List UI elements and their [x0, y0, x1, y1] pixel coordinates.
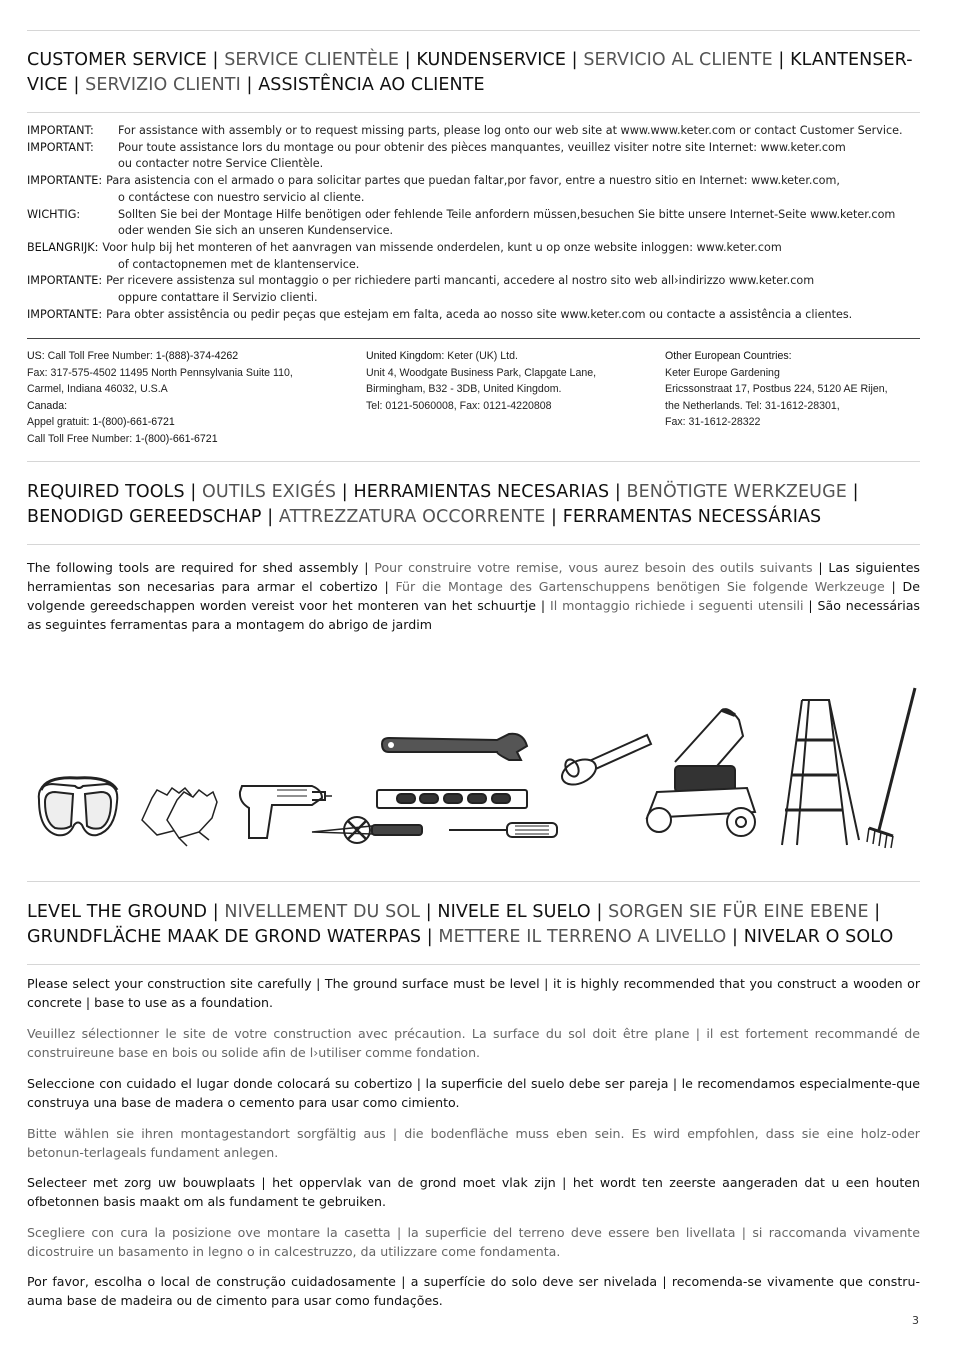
heading-segment: |	[868, 902, 881, 922]
intro-segment: |	[358, 560, 375, 575]
required-tools-heading	[27, 480, 920, 530]
heading-segment: |	[206, 50, 225, 70]
intro-segment: São necessárias as seguintes ferramentas para a montagem do abrigo de jardim	[27, 598, 920, 632]
required-tools-intro	[27, 558, 920, 634]
heading-segment: |	[726, 927, 744, 947]
divider	[27, 544, 920, 545]
heading-segment: KLANTENSER-VICE	[27, 50, 913, 95]
notice-label: WICHTIG:	[27, 207, 81, 221]
intro-segment: Il montaggio richiede i seguenti utensili	[550, 598, 804, 613]
heading-segment: METTERE IL TERRENO A LIVELLO	[438, 927, 727, 947]
heading-segment: |	[772, 50, 791, 70]
top-divider	[27, 30, 920, 31]
notice-text: Para obter assistência ou pedir peças que estejam em falta, aceda ao nosso site www.keter.com ou contacte a assistência a clientes.	[106, 307, 853, 321]
heading-segment: |	[420, 902, 438, 922]
intro-segment: De volgende gereedschappen worden vereist voor het monteren van het schuurtje	[27, 579, 920, 613]
heading-segment: |	[184, 482, 203, 502]
heading-segment: KUNDENSERVICE	[416, 50, 566, 70]
heading-segment: SERVICE CLIENTÈLE	[224, 50, 400, 70]
heading-segment: NIVELAR O SOLO	[743, 927, 894, 947]
notice-row	[27, 173, 920, 190]
notice-label: BELANGRIJK:	[27, 240, 99, 254]
heading-segment: SORGEN SIE FÜR EINE EBENE	[608, 902, 869, 922]
lawn-mower-icon	[647, 709, 755, 836]
notice-label: IMPORTANT:	[27, 140, 94, 154]
heading-segment: NIVELE EL SUELO	[437, 902, 591, 922]
heading-segment: |	[67, 75, 86, 95]
notice-text: Pour toute assistance lors du montage ou pour obtenir des pièces manquantes, veuillez visiter notre site Internet: www.keter.com	[118, 140, 846, 154]
notice-label: IMPORTANT:	[27, 124, 94, 137]
rake-icon	[867, 688, 915, 848]
notice-row	[27, 240, 920, 257]
notice-label: IMPORTANTE:	[27, 274, 103, 288]
knife-crossed-out-icon	[312, 817, 422, 843]
notice-label: IMPORTANTE:	[27, 174, 103, 188]
heading-segment: |	[421, 927, 439, 947]
heading-segment: SERVIZIO CLIENTI	[85, 75, 241, 95]
heading-segment: LEVEL THE GROUND	[27, 902, 208, 922]
screwdriver-icon	[449, 823, 557, 837]
notice-continuation: oder wenden Sie sich an unseren Kundenservice.	[118, 224, 394, 238]
heading-segment: |	[399, 50, 417, 70]
level-ground-paragraph: Veuillez sélectionner le site de votre construction avec précaution. La surface du sol doit être plane | il est fortement recommandé de construireune base en bois ou solide afin de l›utiliser comme fondation.	[27, 1026, 920, 1060]
heading-segment: ATTREZZATURA OCCORRENTE	[278, 507, 546, 527]
notice-row	[27, 140, 920, 157]
spirit-level-icon	[377, 790, 527, 808]
power-drill-icon	[240, 786, 332, 838]
level-ground-paragraph: Bitte wählen sie ihren montagestandort sorgfältig aus | die bodenfläche muss eben sein. Es wird empfohlen, dass sie eine holz-oder betonun-terlageals fundament anlegen.	[27, 1126, 920, 1160]
intro-segment: Las siguientes herramientas son necesarias para armar el cobertizo	[27, 560, 920, 594]
level-ground-paragraph: Please select your construction site carefully | The ground surface must be level | it is highly recommended that you construct a wooden or concrete | base to use as a foundation.	[27, 976, 920, 1010]
intro-segment: |	[803, 598, 818, 613]
notice-continuation: o contáctese con nuestro servicio al cliente.	[118, 190, 365, 204]
heading-segment: SERVICIO AL CLIENTE	[583, 50, 773, 70]
heading-segment: OUTILS EXIGÉS	[202, 482, 337, 502]
notice-row	[27, 307, 920, 324]
heading-segment: NIVELLEMENT DU SOL	[224, 902, 421, 922]
divider	[27, 112, 920, 113]
notice-text: For assistance with assembly or to request missing parts, please log onto our web site at www.www.keter.com or contact Customer Service.	[118, 124, 903, 137]
divider	[27, 881, 920, 882]
level-ground-paragraph: Selecteer met zorg uw bouwplaats | het oppervlak van de grond moet vlak zijn | het wordt ten zeerste aangeraden dat u een houten ofbetonnen basis maakt om als fundament te gebruiken.	[27, 1175, 920, 1209]
heading-segment: FERRAMENTAS NECESSÁRIAS	[562, 507, 822, 527]
heading-segment: HERRAMIENTAS NECESARIAS	[353, 482, 610, 502]
intro-segment: |	[536, 598, 550, 613]
step-ladder-icon	[782, 700, 859, 845]
page-number: 3	[912, 1314, 919, 1327]
divider	[27, 338, 920, 339]
divider	[27, 461, 920, 462]
notice-text: Para asistencia con el armado o para solicitar partes que puedan faltar,por favor, entre a nuestro sitio en Internet: www.keter.com,	[106, 174, 840, 188]
level-ground-paragraph: Scegliere con cura la posizione ove montare la casetta | la superficie del terreno deve essere ben livellata | si raccomanda vivamente dicostruire un basamento in legno o in calcestruzzo, da utilizzare come fondamenta.	[27, 1225, 920, 1259]
adjustable-wrench-icon	[382, 734, 527, 760]
intro-segment: The following tools are required for shed assembly	[27, 560, 359, 575]
heading-segment: |	[240, 75, 259, 95]
rubber-mallet-icon	[558, 735, 651, 790]
heading-segment: |	[207, 902, 225, 922]
notice-text: Sollten Sie bei der Montage Hilfe benötigen oder fehlende Teile anfordern müssen,besuchen Sie bitte unsere Internet-Seite www.keter.com	[118, 207, 896, 221]
heading-segment: |	[846, 482, 859, 502]
heading-segment: REQUIRED TOOLS	[27, 482, 185, 502]
heading-segment: ASSISTÊNCIA AO CLIENTE	[258, 75, 485, 95]
notice-row	[27, 273, 920, 290]
notice-continuation: ou contacter notre Service Clientèle.	[118, 157, 324, 171]
contact-europe: Other European Countries: Keter Europe Gardening Ericssonstraat 17, Postbus 224, 5120 AE Rijen, the Netherlands. Tel: 31-1612-28301, Fax: 31-1612-28322	[665, 350, 888, 429]
contact-uk: United Kingdom: Keter (UK) Ltd. Unit 4, Woodgate Business Park, Clapgate Lane, Birmingham, B32 - 3DB, United Kingdom. Tel: 0121-5060008, Fax: 0121-4220808	[366, 350, 597, 412]
intro-segment: Pour construire votre remise, vous aurez besoin des outils suivants	[374, 560, 813, 575]
heading-segment: BENÖTIGTE WERKZEUGE	[626, 482, 847, 502]
level-ground-paragraph: Seleccione con cuidado el lugar donde colocará su cobertizo | la superficie del suelo debe ser pareja | le recomendamos especialmente-que construya una base de madera o cemento para usar como cimiento.	[27, 1076, 920, 1110]
divider	[27, 964, 920, 965]
intro-segment: Für die Montage des Gartenschuppens benötigen Sie folgende Werkzeuge	[395, 579, 885, 594]
notice-row	[27, 123, 920, 140]
intro-segment: |	[377, 579, 396, 594]
heading-segment: |	[590, 902, 609, 922]
customer-service-heading	[27, 48, 920, 98]
work-gloves-icon	[142, 788, 217, 846]
level-ground-heading	[27, 900, 920, 950]
heading-segment: |	[609, 482, 627, 502]
heading-segment: |	[545, 507, 563, 527]
safety-goggles-icon	[39, 778, 118, 836]
heading-segment: GRUNDFLÄCHE MAAK DE GROND WATERPAS	[27, 927, 422, 947]
heading-segment: CUSTOMER SERVICE	[27, 50, 207, 70]
heading-segment: |	[566, 50, 584, 70]
notice-continuation: of contactopnemen met de klantenservice.	[118, 257, 360, 271]
heading-segment: |	[261, 507, 279, 527]
level-ground-paragraph: Por favor, escolha o local de construção cuidadosamente | a superfície do solo deve ser nivelada | recomenda-se vivamente que constru-auma base de madeira ou de cimento para usar como fundações.	[27, 1274, 920, 1308]
contact-us-canada: US: Call Toll Free Number: 1-(888)-374-4262 Fax: 317-575-4502 11495 North Pennsylvania Suite 110, Carmel, Indiana 46032, U.S.A Canada: Appel gratuit: 1-(800)-661-6721 Call Toll Free Number: 1-(800)-661-6721	[27, 350, 293, 445]
notice-text: Per ricevere assistenza sul montaggio o per richiedere parti mancanti, accedere al nostro sito web all›indirizzo www.keter.com	[106, 274, 815, 288]
notice-row	[27, 207, 920, 224]
intro-segment: |	[884, 579, 903, 594]
intro-segment: |	[812, 560, 829, 575]
tools-illustration	[27, 680, 920, 850]
notice-text: Voor hulp bij het monteren of het aanvragen van missende onderdelen, kunt u op onze website inloggen: www.keter.com	[102, 240, 782, 254]
heading-segment: BENODIGD GEREEDSCHAP	[27, 507, 262, 527]
heading-segment: |	[336, 482, 354, 502]
notice-continuation: oppure contattare il Servizio clienti.	[118, 291, 318, 305]
important-notices	[27, 123, 920, 323]
notice-label: IMPORTANTE:	[27, 307, 103, 321]
